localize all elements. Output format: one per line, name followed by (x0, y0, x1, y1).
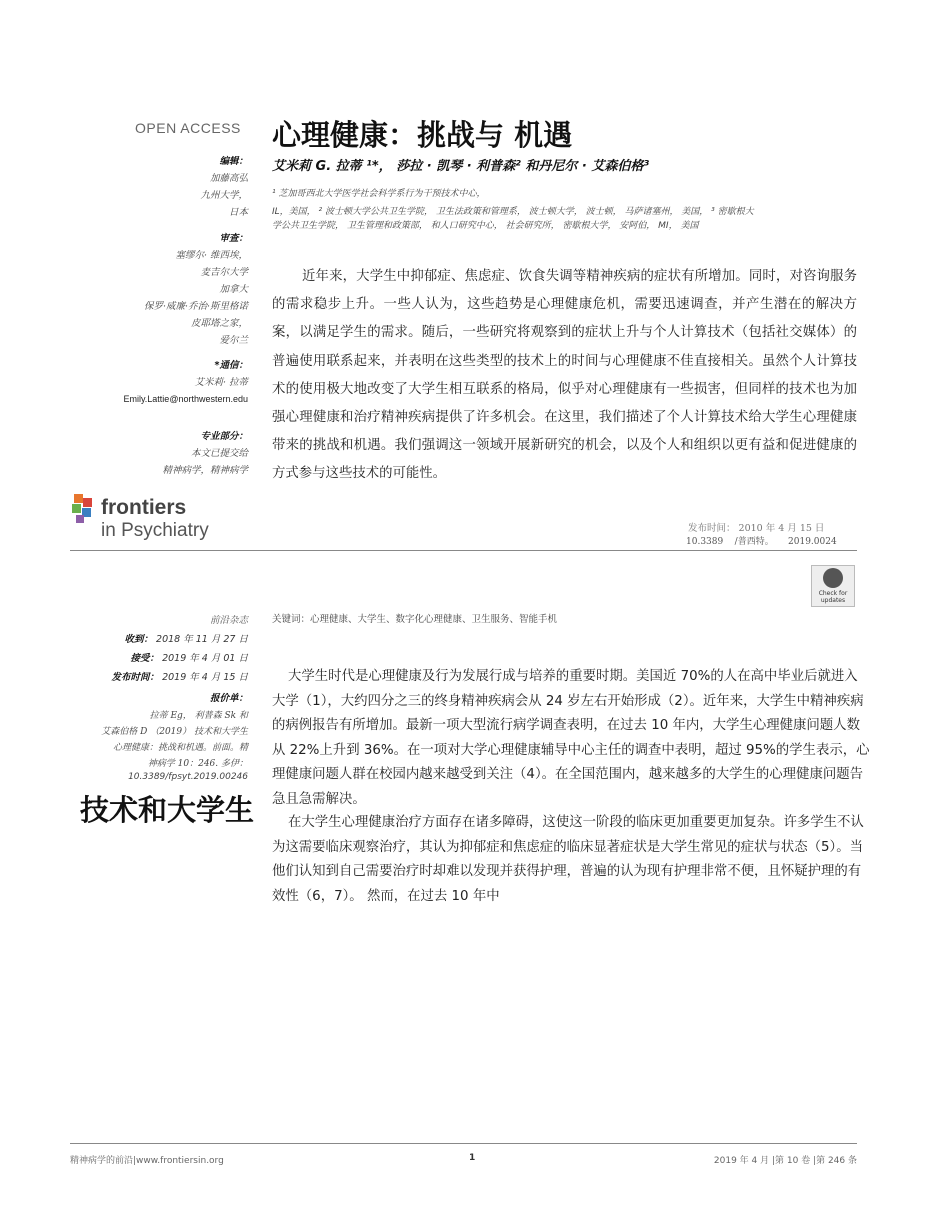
divider (70, 550, 857, 551)
publication-date: 发布时间： 2010 年 4 月 15 日 (688, 523, 825, 534)
reviewer-country: 加拿大 (219, 284, 248, 295)
dates-block (60, 630, 248, 687)
affiliation-line: IL，美国， ² 波士顿大学公共卫生学院， 卫生法政策和管理系， 波士顿大学， 波士顿， 马萨诸塞州， 美国， ³ 密歇根大 (272, 207, 754, 217)
editor-label: 编辑： (219, 156, 248, 167)
doi-part: 10.3389 (686, 537, 724, 547)
footer-volume: 2019 年 4 月 |第 10 卷 |第 246 条 (713, 1156, 857, 1166)
editor-affiliation: 九州大学， (200, 190, 248, 201)
reviewer-affiliation: 皮耶塔之家， (190, 318, 248, 329)
correspondence-name: 艾米莉· 拉蒂 (194, 377, 248, 388)
published-label: 发布时间： (111, 672, 160, 683)
page-number: 1 (469, 1153, 476, 1163)
abstract-paragraph: 近年来，大学生中抑郁症、焦虑症、饮食失调等精神疾病的症状有所增加。同时，对咨询服务的需求稳步上升。一些人认为，这些趋势是心理健康危机，需要迅速调查，并产生潜在的解决方案，以满足学生的需求。随后，一些研究将观察到的症状上升与个人计算技术（包括社交媒体）的普遍使用联系起来，并表明在这些类型的技术上的时间与心理健康不佳直接相关。虽然个人计算技术的使用极大地改变了大学生相互联系的格局，似乎对心理健康有一些损害，但同样的技术也为加强心理健康和治疗精神疾病提供了许多机会。在这里，我们描述了个人计算技术给大学生心理健康带来的挑战和机遇。我们强调这一领域开展新研究的机会，以及个人和组织以更有益和促进健康的方式参与这些技术的可能性。 (272, 269, 857, 482)
accepted-label: 接受： (130, 653, 160, 664)
sidebar-section-block (60, 428, 248, 479)
logo-wordmark: frontiers (101, 496, 187, 519)
footer-journal: 精神病学的前沿|www.frontiersin.org (70, 1156, 224, 1166)
doi-part: 2019.0024 (788, 537, 837, 547)
editor-name: 加藤高弘 (209, 173, 248, 184)
logo-square-green (72, 504, 81, 513)
received-value: 2018 年 11 月 27 日 (156, 634, 248, 645)
keywords: 关键词：心理健康、大学生、数字化心理健康、卫生服务、智能手机 (272, 614, 558, 625)
sidebar-reviewer-block (60, 230, 248, 349)
editor-country: 日本 (228, 207, 248, 218)
citation-doi-link[interactable]: 10.3389/fpsyt.2019.00246 (128, 772, 248, 782)
logo-square-orange (74, 494, 83, 503)
section-label: 专业部分： (200, 431, 248, 442)
reviewer-label: 审查： (219, 233, 248, 244)
author-list: 艾米莉 G. 拉蒂 ¹*， 莎拉 · 凯琴 · 利普森² 和丹尼尔 · 艾森伯格³ (272, 159, 650, 174)
citation-line: 神病学 10：246. 多伊： (147, 759, 248, 769)
accepted-value: 2019 年 4 月 01 日 (162, 653, 248, 664)
doi-part: /普西特。 (734, 537, 774, 547)
divider (70, 1143, 857, 1144)
body-paragraph: 在大学生心理健康治疗方面存在诸多障碍，这使这一阶段的临床更加重要更加复杂。许多学生不认为这需要临床观察治疗，其认为抑郁症和焦虑症的临床显著症状是大学生常见的症状与状态（5）。当他们认知到自己需要治疗时却难以发现并获得护理，普遍的认为现有护理非常不便，且怀疑护理的有效性（6，7）。 然而，在过去 10 年中 (272, 815, 864, 904)
section-line: 精神病学，精神病学 (162, 465, 248, 476)
check-updates-icon (823, 568, 843, 588)
citation-label: 报价单： (209, 693, 248, 704)
section-big-title: 技术和大学生 (80, 793, 255, 827)
sidebar-correspondence-block (60, 357, 248, 408)
journal-tag: 前沿杂志 (209, 615, 248, 626)
correspondence-label: *通信： (214, 360, 248, 371)
citation-text (70, 708, 248, 772)
citation-line: 艾森伯格 D （2019） 技术和大学生 (101, 727, 248, 737)
doi-line (686, 534, 837, 547)
affiliation-line: ¹ 芝加哥西北大学医学社会科学系行为干预技术中心， (272, 189, 486, 199)
citation-line: 拉蒂 Eg， 利普森 Sk 和 (149, 711, 248, 721)
received-label: 收到： (124, 634, 154, 645)
reviewer-name: 保罗·威廉·乔治·斯里格诺 (143, 301, 248, 312)
logo-square-red (83, 498, 92, 507)
affiliation-line: 学公共卫生学院， 卫生管理和政策部， 和人口研究中心， 社会研究所， 密歇根大学， 安阿伯， MI， 美国 (272, 221, 699, 231)
published-value: 2019 年 4 月 15 日 (162, 672, 248, 683)
correspondence-email-link[interactable]: Emily.Lattie@northwestern.edu (123, 394, 248, 404)
accepted-date (60, 649, 248, 668)
logo-subtitle: in Psychiatry (101, 520, 209, 541)
body-paragraph: 大学生时代是心理健康及行为发展行成与培养的重要时期。美国近 70%的人在高中毕业后就进入大学（1），大约四分之三的终身精神疾病会从 24 岁左右开始形成（2）。近年来，大学生中精神疾病的病例报告有所增加。最新一项大型流行病学调查表明，在过去 10 年内，大学生心理健康问题人数从 22%上升到 36%。在一项对大学心理健康辅导中心主任的调查中表明，超过 95%的学生表示，心理健康问题人群在校园内越来越受到关注（4）。在全国范围内，越来越多的大学生的心理健康问题告急且急需解决。 (272, 669, 870, 807)
reviewer-affiliation: 麦吉尔大学 (200, 267, 248, 278)
open-access-label: OPEN ACCESS (135, 120, 241, 136)
check-updates-label: Check for updates (818, 590, 848, 604)
sidebar-editor-block (60, 153, 248, 221)
reviewer-name: 塞缪尔· 维西埃， (175, 250, 248, 261)
published-date (60, 668, 248, 687)
reviewer-country: 爱尔兰 (219, 335, 248, 346)
logo-square-purple (76, 515, 84, 523)
article-title: 心理健康：挑战与 机遇 (272, 118, 573, 152)
section-line: 本文已提交给 (190, 448, 248, 459)
citation-line: 心理健康：挑战和机遇。前面。精 (112, 743, 248, 753)
received-date (60, 630, 248, 649)
